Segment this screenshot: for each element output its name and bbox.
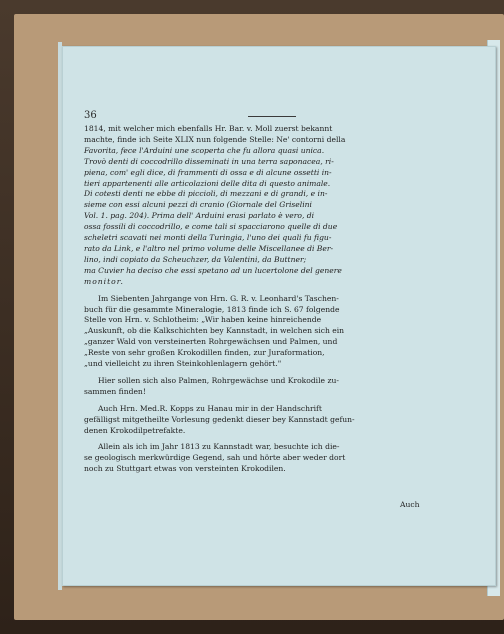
- paragraph-leonhard: [84, 294, 434, 370]
- header-rule: [248, 116, 296, 117]
- text-line: noch zu Stuttgart etwas von versteinten Krokodilen.: [84, 464, 286, 474]
- text-line: monitor.: [84, 276, 124, 286]
- text-line: Allein als ich im Jahr 1813 zu Kannstadt war, besuchte ich die-: [98, 442, 340, 452]
- text-block: [84, 124, 434, 475]
- text-line: piena, com' egli dice, di frammenti di ossa e di alcune ossetti in-: [84, 167, 332, 177]
- text-line: se geologisch merkwürdige Gegend, sah und hörte aber weder dort: [84, 453, 346, 463]
- text-line: „ganzer Wald von versteinerten Rohrgewächsen und Palmen, und: [84, 337, 338, 347]
- paragraph-kannstadt: [84, 442, 434, 475]
- text-line: Auch Hrn. Med.R. Kopps zu Hanau mir in der Handschrift: [98, 403, 322, 413]
- paragraph-kopps: [84, 404, 434, 437]
- text-line: lino, indi copiato da Scheuchzer, da Valentini, da Buttner;: [84, 254, 307, 264]
- text-line: sieme con essi alcuni pezzi di cranio (Giornale del Griselini: [84, 200, 312, 210]
- text-line: denen Krokodilpetrefakte.: [84, 425, 186, 435]
- page-number: 36: [84, 110, 97, 121]
- text-line: Favorita, fece l'Arduini une scoperta che fu allora quasi unica.: [84, 145, 325, 155]
- text-line: „und vielleicht zu ihren Steinkohlenlagern gehört.": [84, 359, 282, 369]
- text-line: Trovò denti di coccodrillo disseminati in una terra saponacea, ri-: [84, 156, 334, 166]
- text-line: „Reste von sehr großen Krokodillen finden, zur Juraformation,: [84, 348, 325, 358]
- text-line: Vol. 1. pag. 204). Prima dell' Arduini erasi parlato è vero, di: [84, 211, 315, 221]
- text-line: ma Cuvier ha deciso che essi spetano ad un lucertolone del genere: [84, 265, 342, 275]
- text-line: 1814, mit welcher mich ebenfalls Hr. Bar. v. Moll zuerst bekannt: [84, 124, 333, 133]
- text-line: scheletri scavati nei monti della Turingia, l'uno dei quali fu figu-: [84, 233, 332, 243]
- text-line: gefälligst mitgetheilte Vorlesung gedenkt dieser bey Kannstadt gefun-: [84, 414, 355, 424]
- text-line: Di cotesti denti ne ebbe di piccioli, di mezzani e di grandi, e in-: [84, 189, 328, 199]
- catchword: Auch: [400, 500, 420, 509]
- paragraph-palmen: [84, 376, 434, 398]
- text-line: buch für die gesammte Mineralogie, 1813 finde ich S. 67 folgende: [84, 304, 340, 314]
- paragraph-italian-quote: [84, 124, 434, 288]
- text-line: Im Siebenten Jahrgange von Hrn. G. R. v. Leonhard's Taschen-: [98, 293, 339, 303]
- text-line: Stelle von Hrn. v. Schlotheim: „Wir haben keine hinreichende: [84, 315, 322, 325]
- text-line: Hier sollen sich also Palmen, Rohrgewächse und Krokodile zu-: [98, 375, 339, 385]
- text-line: tieri appartenenti alle articolazioni delle dita di questo animale.: [84, 178, 331, 188]
- text-line: „Auskunft, ob die Kalkschichten bey Kannstadt, in welchen sich ein: [84, 326, 345, 336]
- text-line: ossa fossili di coccodrillo, e come tali si spacciarono quelle di due: [84, 222, 338, 232]
- text-line: rato da Link, e l'altro nel primo volume delle Miscellanee di Ber-: [84, 243, 334, 253]
- text-line: machte, finde ich Seite XLIX nun folgende Stelle: Ne' contorni della: [84, 134, 346, 144]
- text-line: sammen finden!: [84, 386, 146, 396]
